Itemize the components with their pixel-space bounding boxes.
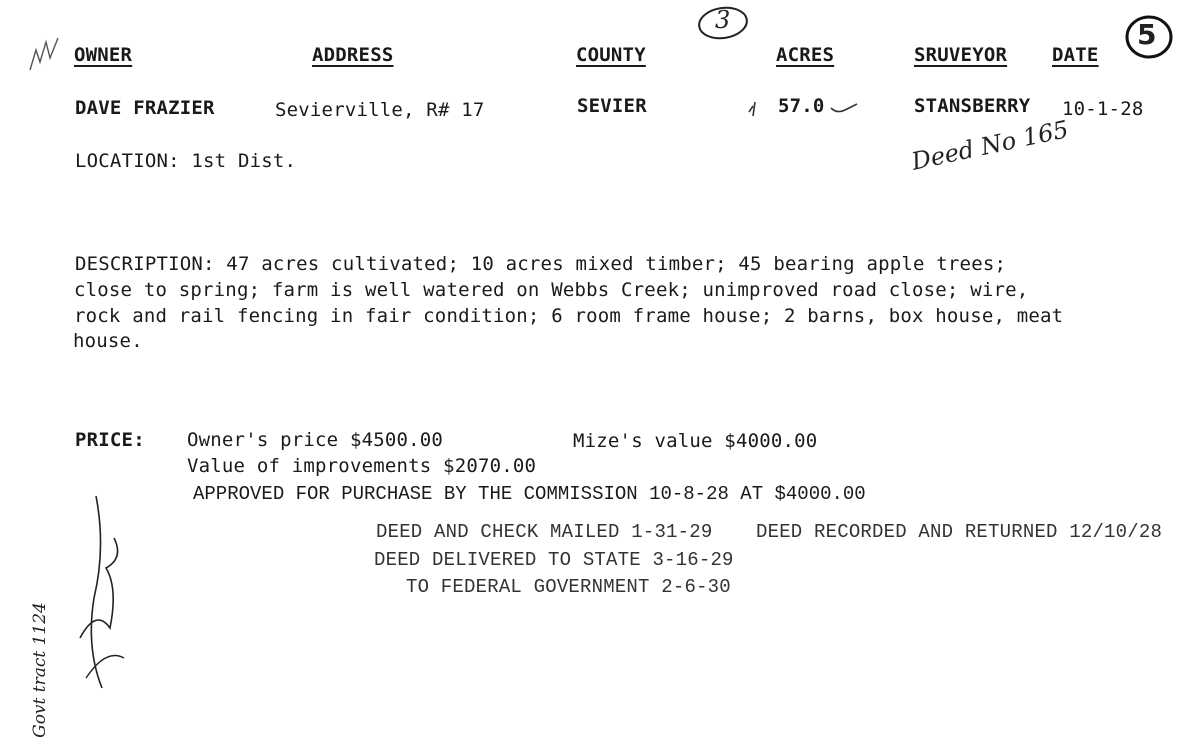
description-line: house. <box>73 330 143 352</box>
acres-value: 57.0 <box>778 95 825 117</box>
description-line: DESCRIPTION: 47 acres cultivated; 10 acres mixed timber; 45 bearing apple trees; <box>75 253 1007 275</box>
circled-number-corner: 5 <box>1137 18 1157 51</box>
deed-delivered-stamp: DEED DELIVERED TO STATE 3-16-29 <box>374 549 734 571</box>
description-line: rock and rail fencing in fair condition; 6 room frame house; 2 barns, box house, meat <box>74 305 1064 327</box>
county-label: COUNTY <box>576 44 646 66</box>
county-value: SEVIER <box>577 95 647 117</box>
date-value: 10-1-28 <box>1062 98 1144 120</box>
deed-mailed-stamp: DEED AND CHECK MAILED 1-31-29 <box>376 521 713 543</box>
surveyor-value: STANSBERRY <box>914 95 1031 117</box>
approved-stamp: APPROVED FOR PURCHASE BY THE COMMISSION 10-8-28 AT $4000.00 <box>193 483 866 505</box>
deed-recorded-stamp: DEED RECORDED AND RETURNED 12/10/28 <box>756 521 1163 543</box>
improvements-value: Value of improvements $2070.00 <box>187 455 537 477</box>
margin-note: Govt tract 1124 <box>29 602 50 738</box>
mizes-value: Mize's value $4000.00 <box>573 430 818 452</box>
owner-value: DAVE FRAZIER <box>75 97 215 119</box>
signature-scribble-icon <box>66 488 136 698</box>
deed-number-handwritten: Deed No 165 <box>909 115 1071 176</box>
location-line: LOCATION: 1st Dist. <box>75 150 297 172</box>
checkmark-icon <box>745 92 865 122</box>
description-line: close to spring; farm is well watered on Webbs Creek; unimproved road close; wire, <box>74 279 1029 301</box>
owner-label: OWNER <box>74 44 133 66</box>
price-label: PRICE: <box>75 429 145 451</box>
surveyor-label: SRUVEYOR <box>914 44 1008 66</box>
date-label: DATE <box>1052 44 1099 66</box>
address-value: Sevierville, R# 17 <box>275 99 485 121</box>
owners-price: Owner's price $4500.00 <box>187 429 444 451</box>
scribble-mark-icon <box>26 32 66 76</box>
acres-label: ACRES <box>776 44 835 66</box>
federal-stamp: TO FEDERAL GOVERNMENT 2-6-30 <box>406 576 731 598</box>
circled-number-top: 3 <box>715 6 731 34</box>
address-label: ADDRESS <box>312 44 394 66</box>
